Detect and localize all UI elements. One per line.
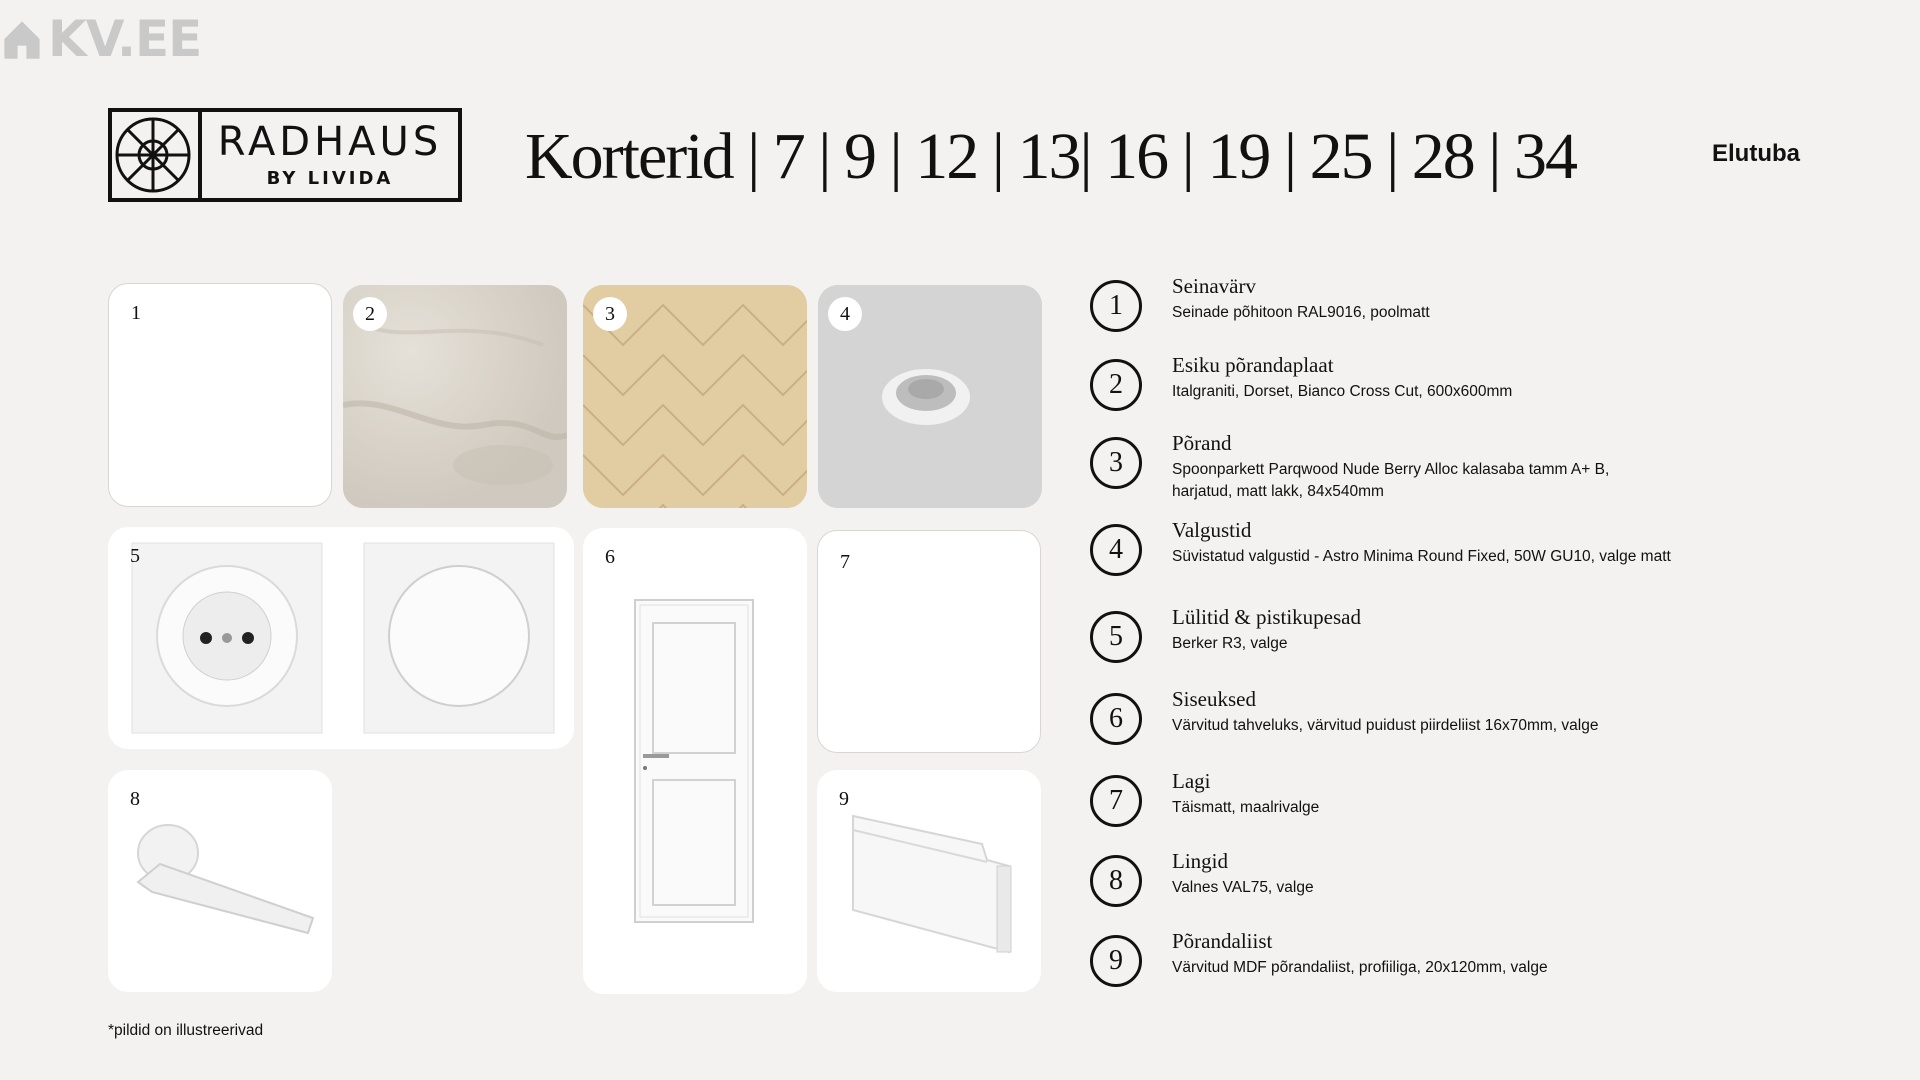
- spec-number: 9: [1090, 935, 1142, 987]
- spec-number: 5: [1090, 611, 1142, 663]
- spec-description: Seinade põhitoon RAL9016, poolmatt: [1172, 304, 1430, 321]
- spec-item: [1090, 769, 1870, 845]
- spec-item: [1090, 518, 1870, 594]
- logo-name: RADHAUS: [217, 118, 443, 165]
- spec-description: Täismatt, maalrivalge: [1172, 799, 1320, 816]
- tile-number: 2: [353, 297, 387, 331]
- spec-item: [1090, 353, 1870, 429]
- tile-number: 6: [605, 545, 615, 568]
- kv-watermark: [0, 10, 201, 68]
- spec-item: [1090, 929, 1870, 1005]
- spec-number: 2: [1090, 359, 1142, 411]
- radhaus-logo: [108, 108, 462, 202]
- spec-title: Lülitid & pistikupesad: [1172, 605, 1361, 629]
- spec-number: 6: [1090, 693, 1142, 745]
- spec-description: Värvitud tahveluks, värvitud puidust piirdeliist 16x70mm, valge: [1172, 717, 1599, 734]
- tile-number: 7: [840, 550, 850, 573]
- spec-title: Lingid: [1172, 849, 1228, 873]
- spec-description: Süvistatud valgustid - Astro Minima Round Fixed, 50W GU10, valge matt: [1172, 548, 1671, 565]
- door-image: [583, 528, 807, 994]
- tile-skirting-board: [817, 770, 1041, 992]
- logo-subtitle: BY LIVIDA: [266, 167, 394, 189]
- spec-title: Põrandaliist: [1172, 929, 1273, 953]
- tile-wall-paint: [108, 283, 332, 507]
- tile-number: 8: [130, 787, 140, 810]
- tile-number: 4: [828, 297, 862, 331]
- spec-title: Lagi: [1172, 769, 1211, 793]
- tile-number: 3: [593, 297, 627, 331]
- tile-interior-door: [583, 528, 807, 994]
- spec-item: [1090, 687, 1870, 763]
- footnote: *pildid on illustreerivad: [108, 1022, 264, 1039]
- spec-title: Siseuksed: [1172, 687, 1256, 711]
- tile-number: 1: [131, 301, 141, 324]
- spec-item: [1090, 849, 1870, 925]
- watermark-text: KV.EE: [48, 10, 202, 68]
- spec-title: Esiku põrandaplaat: [1172, 353, 1334, 377]
- spec-number: 8: [1090, 855, 1142, 907]
- spec-description: Värvitud MDF põrandaliist, profiiliga, 20x120mm, valge: [1172, 959, 1548, 976]
- spec-number: 1: [1090, 280, 1142, 332]
- spec-description: Valnes VAL75, valge: [1172, 879, 1314, 896]
- spec-description: Spoonparkett Parqwood Nude Berry Alloc kalasaba tamm A+ B, harjatud, matt lakk, 84x540mm: [1172, 461, 1610, 500]
- spec-number: 3: [1090, 437, 1142, 489]
- spec-number: 4: [1090, 524, 1142, 576]
- tile-ceiling: [817, 530, 1041, 753]
- tile-floor-tile: [343, 285, 567, 508]
- house-icon: [0, 17, 44, 61]
- spec-item: [1090, 431, 1870, 507]
- tile-door-handle: [108, 770, 332, 992]
- socket-switch-image: [108, 527, 574, 749]
- tile-number: 5: [130, 544, 140, 567]
- logo-wheel-icon: [108, 108, 202, 202]
- room-label: Elutuba: [1712, 140, 1800, 167]
- tile-downlight: [818, 285, 1042, 508]
- spec-item: [1090, 605, 1870, 681]
- tile-number: 9: [839, 787, 849, 810]
- tile-switches-sockets: [108, 527, 574, 749]
- spec-title: Põrand: [1172, 431, 1232, 455]
- spec-item: [1090, 274, 1870, 350]
- page-title: Korterid | 7 | 9 | 12 | 13| 16 | 19 | 25 | 28 | 34: [525, 120, 1577, 193]
- spec-title: Valgustid: [1172, 518, 1252, 542]
- spec-description: Berker R3, valge: [1172, 635, 1288, 652]
- spec-description: Italgraniti, Dorset, Bianco Cross Cut, 600x600mm: [1172, 383, 1513, 400]
- tile-parquet-floor: [583, 285, 807, 508]
- spec-title: Seinavärv: [1172, 274, 1256, 298]
- spec-number: 7: [1090, 775, 1142, 827]
